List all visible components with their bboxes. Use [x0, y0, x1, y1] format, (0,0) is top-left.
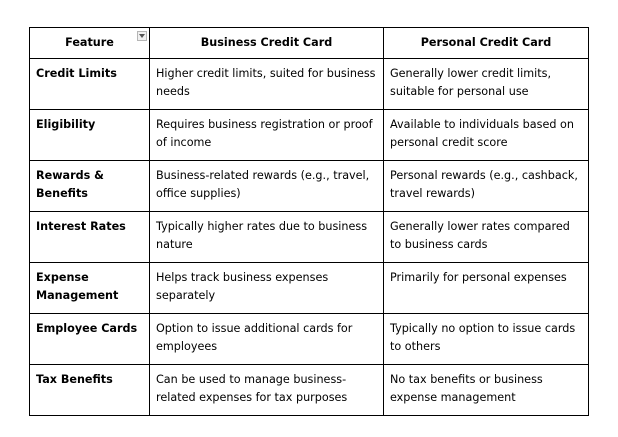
feature-cell: Rewards & Benefits — [30, 161, 150, 212]
business-cell: Option to issue additional cards for employees — [150, 314, 384, 365]
business-cell: Typically higher rates due to business nature — [150, 212, 384, 263]
table-row — [30, 314, 589, 365]
personal-cell: Generally lower rates compared to business cards — [384, 212, 589, 263]
business-cell: Higher credit limits, suited for business needs — [150, 59, 384, 110]
personal-cell: No tax benefits or business expense management — [384, 365, 589, 416]
feature-cell: Expense Management — [30, 263, 150, 314]
business-cell: Can be used to manage business-related expenses for tax purposes — [150, 365, 384, 416]
personal-cell: Typically no option to issue cards to others — [384, 314, 589, 365]
table-row — [30, 59, 589, 110]
feature-cell: Credit Limits — [30, 59, 150, 110]
personal-cell: Generally lower credit limits, suitable for personal use — [384, 59, 589, 110]
business-cell: Business-related rewards (e.g., travel, office supplies) — [150, 161, 384, 212]
personal-cell: Available to individuals based on personal credit score — [384, 110, 589, 161]
feature-cell: Employee Cards — [30, 314, 150, 365]
business-cell: Helps track business expenses separately — [150, 263, 384, 314]
header-business: Business Credit Card — [150, 28, 384, 59]
business-cell: Requires business registration or proof of income — [150, 110, 384, 161]
feature-cell: Eligibility — [30, 110, 150, 161]
personal-cell: Primarily for personal expenses — [384, 263, 589, 314]
header-feature — [30, 28, 150, 59]
table-row — [30, 110, 589, 161]
feature-cell: Tax Benefits — [30, 365, 150, 416]
table-row — [30, 263, 589, 314]
table-row — [30, 212, 589, 263]
feature-cell: Interest Rates — [30, 212, 150, 263]
header-row — [30, 28, 589, 59]
header-personal: Personal Credit Card — [384, 28, 589, 59]
header-feature-label: Feature — [65, 36, 114, 49]
comparison-table — [29, 27, 589, 416]
personal-cell: Personal rewards (e.g., cashback, travel rewards) — [384, 161, 589, 212]
table-row — [30, 365, 589, 416]
filter-dropdown-icon[interactable] — [137, 31, 147, 41]
table-row — [30, 161, 589, 212]
